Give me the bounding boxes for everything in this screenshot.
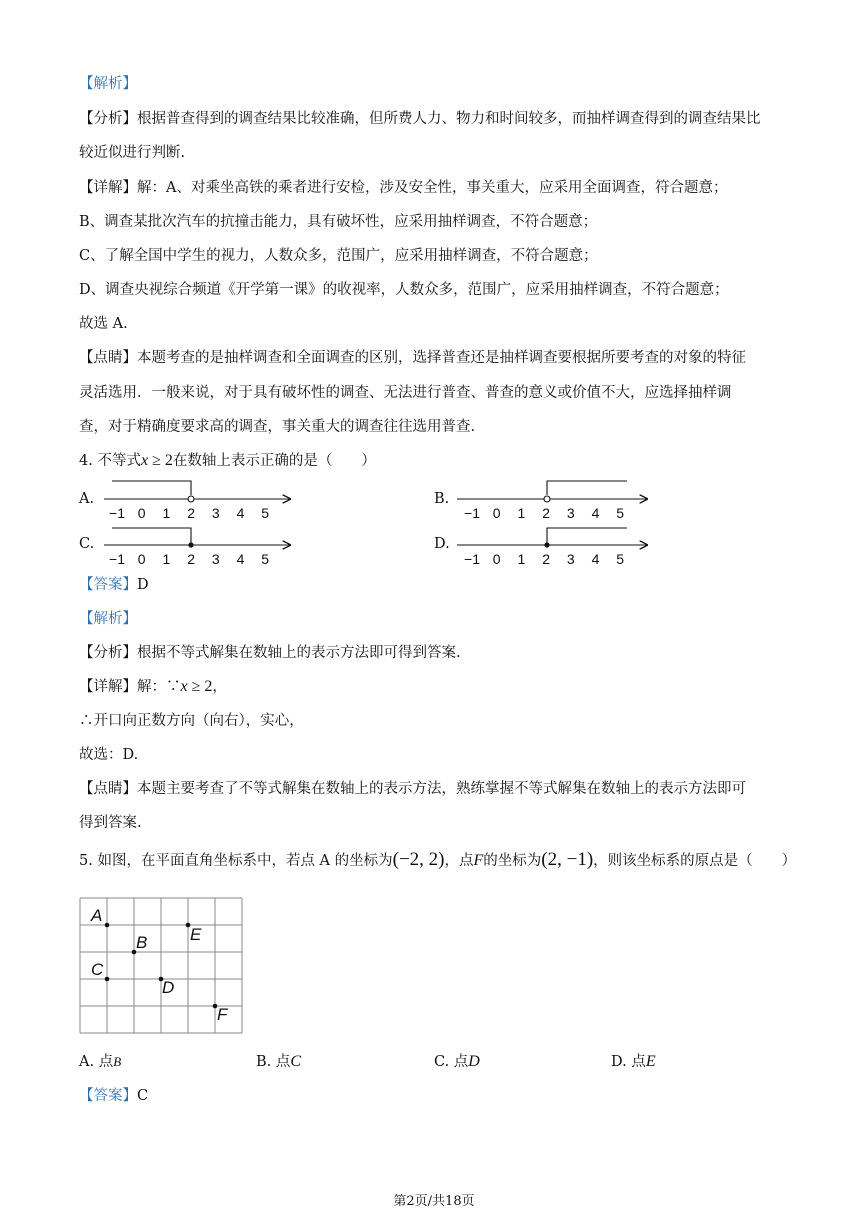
q5-stem-1: 5. 如图，在平面直角坐标系中，若点 A 的坐标为	[79, 853, 393, 869]
q5-option-c	[434, 1052, 480, 1072]
q4-stem-post: 在数轴上表示正确的是（ ）	[172, 453, 376, 469]
q4-xiangjie-line	[79, 677, 227, 697]
q5-option-d-prefix: D. 点	[611, 1054, 646, 1070]
q4-var: x	[140, 452, 149, 469]
solid-dot-marker	[188, 542, 193, 547]
q5-stem-3: 的坐标为	[483, 853, 542, 869]
answer-tag: 【答案】	[79, 577, 137, 593]
tick-label: 3	[566, 551, 575, 567]
label-d: D	[162, 978, 175, 997]
q3-line-c: C、了解全国中学生的视力，人数众多，范围广，应采用抽样调查，不符合题意；	[79, 248, 598, 264]
q3-fenxi-line-2: 较近似进行判断.	[79, 145, 186, 161]
q4-stem-pre: 4. 不等式	[79, 453, 141, 469]
q4-xiangjie-ineq: ≥ 2	[187, 678, 213, 695]
q3-line-b: B、调查某批次汽车的抗撞击能力，具有破坏性，应采用抽样调查，不符合题意；	[79, 214, 598, 230]
q3-fenxi-text-1: 根据普查得到的调查结果比较准确，但所费人力、物力和时间较多，而抽样调查得到的调查结果比	[137, 111, 761, 127]
q5-point-f: F	[473, 852, 484, 869]
q5-option-b-point: C	[290, 1053, 302, 1070]
number-line-a	[104, 481, 290, 521]
tick-label: 5	[616, 551, 625, 567]
tick-label: 2	[187, 505, 195, 521]
q4-xiangjie-post: ，	[212, 679, 227, 695]
q4-fenxi-line	[79, 643, 461, 663]
fenxi-tag: 【分析】	[79, 111, 137, 127]
number-line-c	[104, 528, 290, 567]
tick-label: 0	[137, 551, 146, 567]
tick-label: 2	[542, 505, 550, 521]
q5-option-b	[256, 1052, 301, 1072]
q3-xiangjie-text: 解：A、对乘坐高铁的乘者进行安检，涉及安全性，事关重大，应采用全面调查，符合题意；	[137, 180, 728, 196]
q4-option-c-label: C.	[79, 536, 95, 552]
jiexi-heading: 【解析】	[79, 76, 137, 92]
q4-dianjing-line-2: 得到答案.	[79, 815, 142, 831]
q4-option-b-label: B.	[434, 491, 450, 507]
tick-label: −1	[464, 505, 480, 521]
q4-conclusion: 故选：D.	[79, 747, 139, 763]
tick-label: 1	[517, 505, 526, 521]
q5-option-d-point: E	[645, 1053, 656, 1070]
tick-label: −1	[109, 505, 125, 521]
q5-option-a	[79, 1052, 121, 1072]
tick-label: 3	[566, 505, 575, 521]
point-c-dot	[105, 977, 110, 982]
number-line-b	[457, 481, 647, 521]
q5-option-d	[611, 1052, 656, 1072]
label-a: A	[91, 906, 103, 925]
q4-xiangjie-pre: 解：∵	[137, 679, 181, 695]
label-e: E	[190, 925, 202, 944]
q5-grid-figure	[74, 892, 254, 1042]
q3-xiangjie-line	[79, 178, 727, 198]
tick-label: 0	[492, 505, 501, 521]
tick-label: 2	[187, 551, 195, 567]
q5-coord-f: (2, −1)	[541, 849, 594, 870]
q3-dianjing-line-3: 查，对于精确度要求高的调查，事关重大的调查往往选用普查.	[79, 419, 476, 435]
q4-stem	[79, 451, 376, 471]
tick-label: 4	[591, 505, 600, 521]
dianjing-tag: 【点睛】	[79, 350, 137, 366]
solid-dot-marker	[544, 542, 549, 547]
tick-label: 1	[517, 551, 526, 567]
q3-dianjing-line-1	[79, 348, 746, 368]
dianjing-tag: 【点睛】	[79, 781, 137, 797]
open-circle-marker	[544, 496, 550, 502]
tick-label: 1	[162, 505, 171, 521]
q5-stem-2: ，点	[444, 853, 474, 869]
q5-coord-a: (−2, 2)	[392, 849, 445, 870]
tick-label: 4	[236, 505, 245, 521]
q5-option-c-point: D	[468, 1053, 480, 1070]
label-c: C	[91, 960, 104, 979]
tick-label: 5	[616, 505, 625, 521]
answer-tag: 【答案】	[79, 1088, 137, 1104]
tick-label: 4	[591, 551, 600, 567]
tick-label: 0	[137, 505, 146, 521]
xiangjie-tag: 【详解】	[79, 180, 137, 196]
q5-answer: C	[137, 1088, 149, 1104]
q3-fenxi-line-1	[79, 109, 761, 129]
q4-answer-line	[79, 575, 149, 595]
q4-option-d-label: D.	[434, 536, 450, 552]
tick-label: 5	[261, 505, 270, 521]
page-footer: 第2页/共18页	[393, 1194, 475, 1209]
label-b: B	[136, 933, 148, 952]
q3-dianjing-text-1: 本题考查的是抽样调查和全面调查的区别，选择普查还是抽样调查要根据所要考查的对象的特征	[137, 350, 746, 366]
q4-fenxi-text: 根据不等式解集在数轴上的表示方法即可得到答案.	[137, 645, 461, 661]
q4-jiexi-heading: 【解析】	[79, 611, 137, 627]
tick-label: 1	[162, 551, 171, 567]
tick-label: 3	[211, 551, 220, 567]
q3-line-d: D、调查央视综合频道《开学第一课》的收视率，人数众多，范围广，应采用抽样调查，不符合题意；	[79, 282, 729, 298]
q5-option-a-prefix: A. 点	[79, 1054, 114, 1070]
number-line-d	[457, 528, 647, 567]
q3-dianjing-line-2: 灵活选用．一般来说，对于具有破坏性的调查、无法进行普查、普查的意义或价值不大，应选择抽样调	[79, 385, 732, 401]
tick-label: 5	[261, 551, 270, 567]
q4-number-lines	[0, 470, 868, 590]
tick-label: 0	[492, 551, 501, 567]
q4-xiangjie-var: x	[180, 678, 188, 695]
tick-label: −1	[109, 551, 125, 567]
q3-conclusion: 故选 A.	[79, 316, 128, 332]
q5-stem-4: ，则该坐标系的原点是（ ）	[593, 853, 797, 869]
q4-dianjing-text-1: 本题主要考查了不等式解集在数轴上的表示方法，熟练掌握不等式解集在数轴上的表示方法即可	[137, 781, 746, 797]
fenxi-tag: 【分析】	[79, 645, 137, 661]
tick-label: 2	[542, 551, 550, 567]
point-a-dot	[105, 923, 110, 928]
tick-label: 3	[211, 505, 220, 521]
q4-dianjing-line-1	[79, 779, 746, 799]
q5-stem	[79, 850, 796, 871]
q5-option-a-point: B	[113, 1054, 122, 1069]
q4-therefore-line: ∴开口向正数方向（向右），实心，	[79, 713, 304, 729]
tick-label: 4	[236, 551, 245, 567]
q4-ineq: ≥ 2	[148, 452, 173, 469]
q4-option-a-label: A.	[79, 491, 95, 507]
q5-answer-line	[79, 1086, 148, 1106]
q5-option-b-prefix: B. 点	[256, 1054, 291, 1070]
label-f: F	[217, 1005, 228, 1024]
open-circle-marker	[188, 496, 194, 502]
q5-option-c-prefix: C. 点	[434, 1054, 469, 1070]
tick-label: −1	[464, 551, 480, 567]
xiangjie-tag: 【详解】	[79, 679, 137, 695]
q4-answer: D	[137, 577, 149, 593]
